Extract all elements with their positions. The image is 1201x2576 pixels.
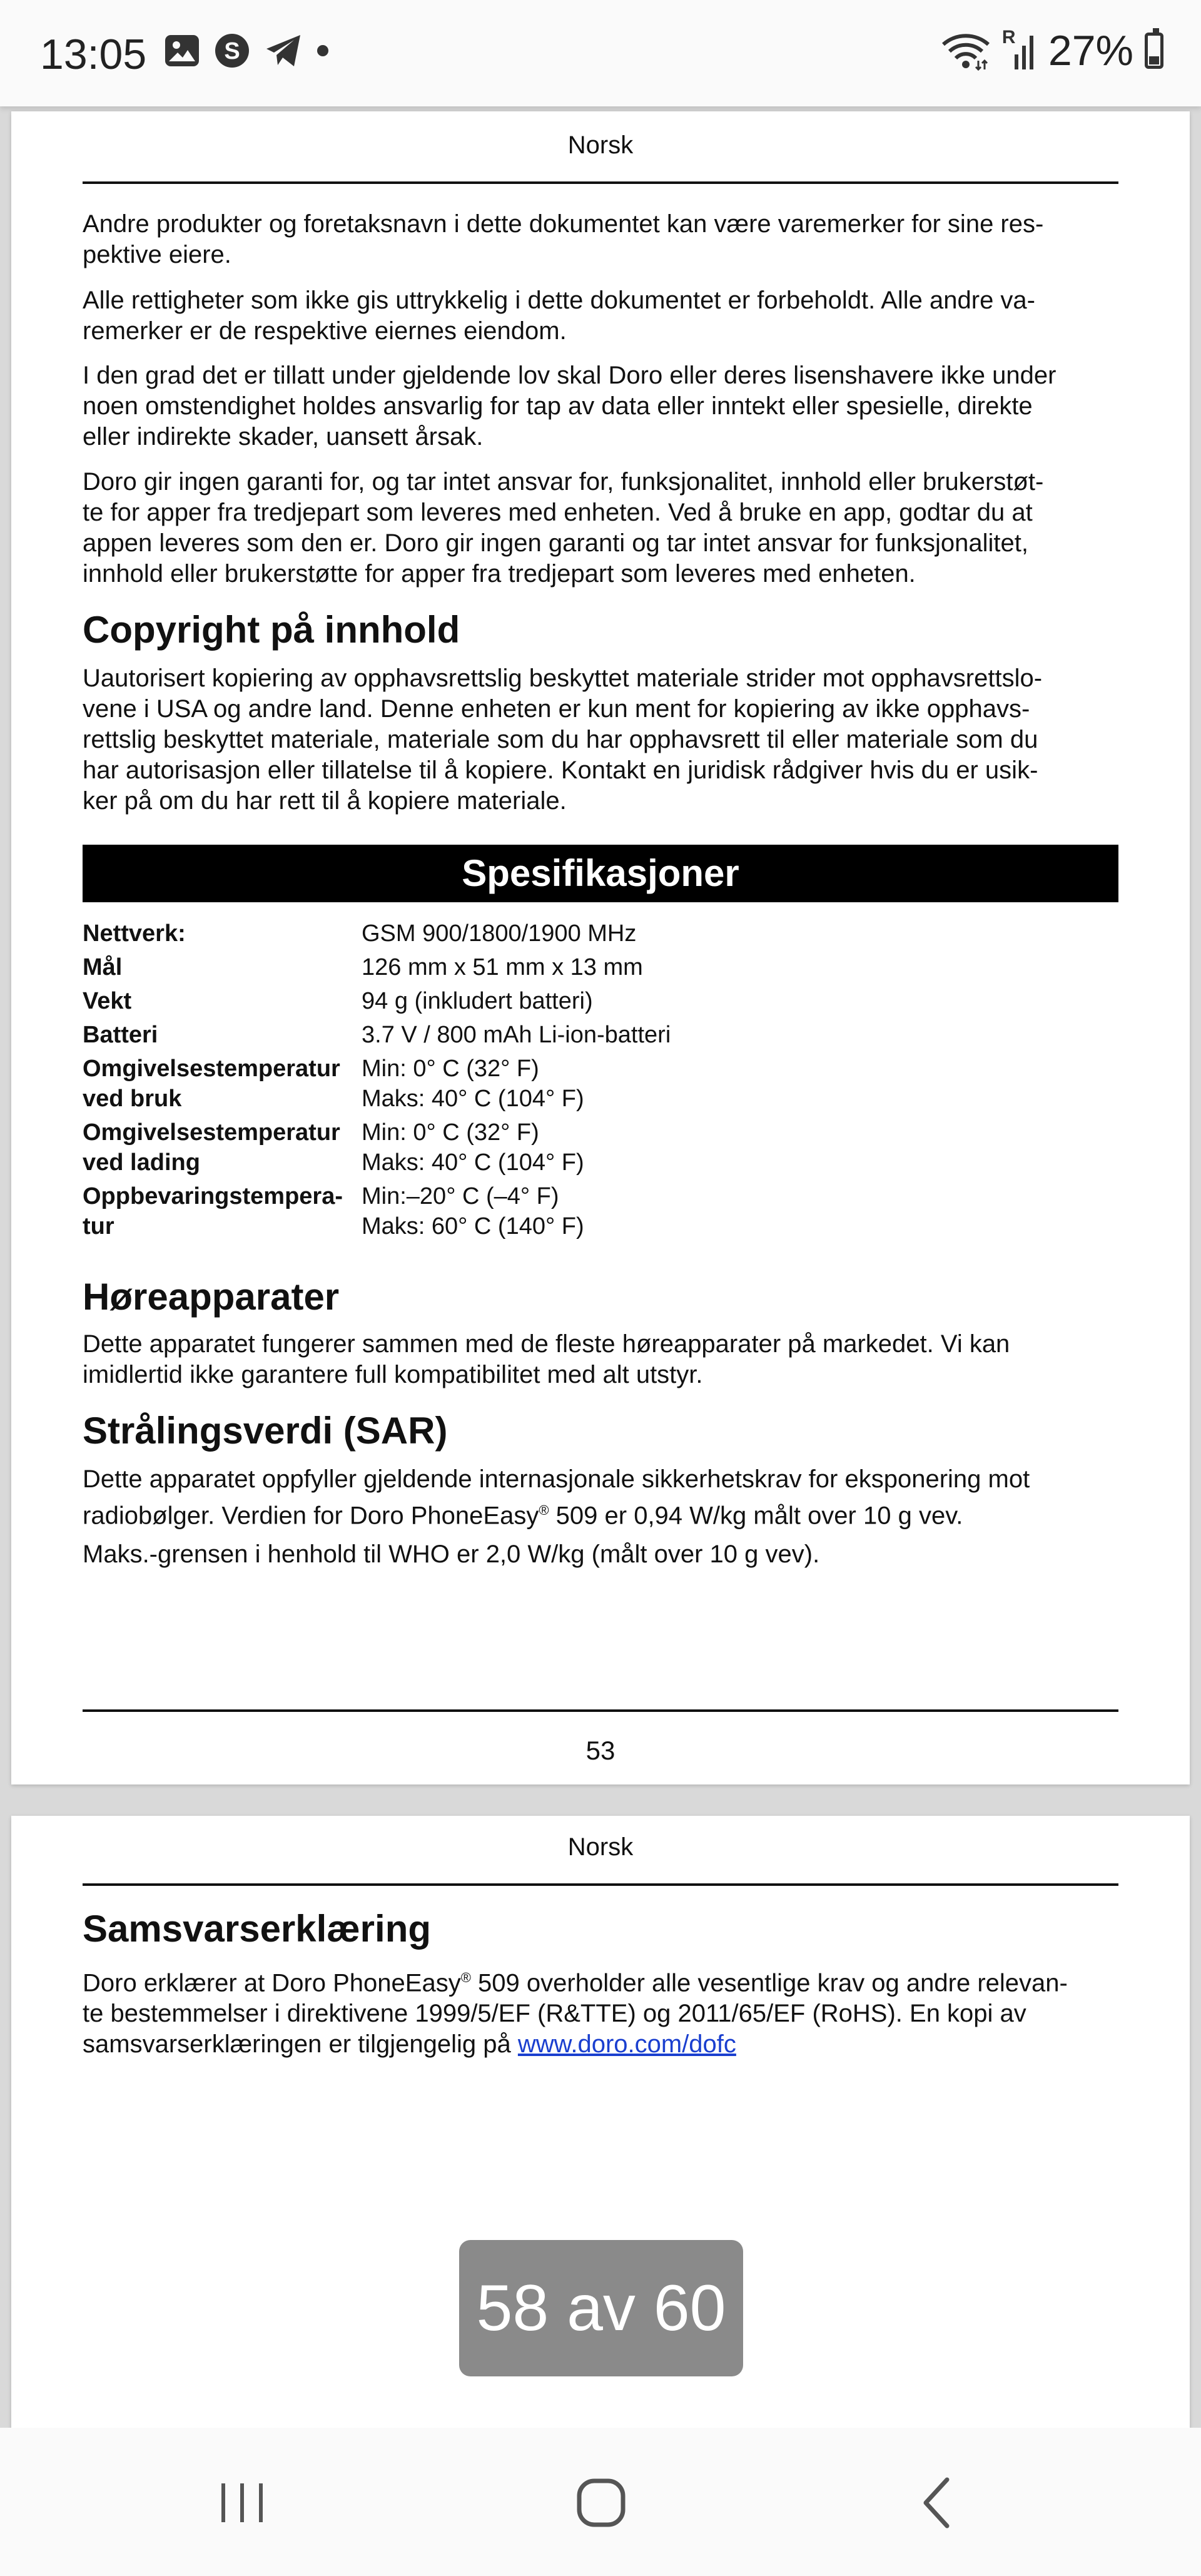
status-bar (0, 0, 1201, 106)
document-page-53 (11, 111, 1190, 1784)
spec-row (83, 1117, 1118, 1178)
footer-rule (83, 1709, 1118, 1712)
dot-icon (317, 44, 329, 57)
header-rule (83, 1883, 1118, 1886)
recent-apps-icon (214, 2475, 270, 2531)
image-icon (164, 33, 200, 69)
spec-label: Omgivelsestemperatur ved lading (83, 1119, 340, 1176)
sar-text-part1: Dette apparatet oppfyller gjeldende internasjonale sikkerhetskrav for eksponering mot radiobølger. Verdien for Doro PhoneEasy (83, 1465, 1030, 1530)
telegram-icon (264, 33, 303, 69)
spec-label: Omgivelsestemperatur ved bruk (83, 1056, 340, 1112)
battery-icon (1145, 33, 1163, 69)
navigation-bar (0, 2428, 1201, 2576)
sar-text (83, 1464, 1118, 1531)
system-status (941, 26, 1163, 75)
paragraph-trademarks: Andre produkter og foretaksnavn i dette dokumentet kan være varemerker for sine res- pektive eiere. (83, 210, 1044, 268)
page-header: Norsk (567, 131, 634, 159)
header-rule (83, 181, 1118, 184)
spec-label: Nettverk: (83, 920, 186, 947)
spec-row (83, 1020, 1118, 1050)
spec-label: Vekt (83, 988, 132, 1014)
spec-value: 94 g (inkludert batteri) (362, 988, 593, 1014)
page-header: Norsk (567, 1833, 634, 1861)
signal-icon (1002, 31, 1037, 71)
conformity-heading: Samsvarserklæring (83, 1908, 431, 1950)
paragraph-third-party: Doro gir ingen garanti for, og tar intet ansvar for, funksjonalitet, innhold eller brukerstøt- te for apper fra tredjepart som leveres med enheten. Ved å bruke en app, godtar du at appen leveres som den er. Doro gir ingen garanti og tar intet ansvar for funksjonalitet, innhold eller brukerstøtte for apper fra tredjepart som leveres med enheten. (83, 468, 1044, 588)
spec-row (83, 919, 1118, 949)
sar-text-part2: 509 er 0,94 W/kg målt over 10 g vev. (549, 1502, 963, 1530)
page-indicator: 58 av 60 (459, 2240, 743, 2376)
spec-row (83, 1054, 1118, 1114)
copyright-text: Uautorisert kopiering av opphavsrettslig beskyttet materiale strider mot opphavsrettslo- vene i USA og andre land. Denne enheten er kun ment for kopiering av ikke opphavs- rettslig beskyttet materiale, materiale som du har opphavsrett til eller materiale som du har autorisasjon eller tillatelse til å kopiere. Kontakt en juridisk rådgiver hvis du er usik- ker på om du har rett til å kopiere materiale. (83, 664, 1043, 815)
back-button[interactable] (892, 2465, 986, 2540)
copyright-heading: Copyright på innhold (83, 609, 460, 651)
hearing-heading: Høreapparater (83, 1276, 340, 1318)
back-icon (911, 2475, 967, 2531)
doro-dofc-link[interactable]: www.doro.com/dofc (517, 2030, 736, 2059)
spec-label: Oppbevaringstempera- tur (83, 1183, 343, 1240)
spec-value: Min: 0° C (32° F) Maks: 40° C (104° F) (362, 1119, 584, 1176)
status-time: 13:05 (40, 31, 147, 78)
svg-text:S: S (224, 38, 240, 64)
page-number: 53 (585, 1736, 616, 1765)
skype-icon (214, 33, 250, 69)
spec-value: Min:–20° C (–4° F) Maks: 60° C (140° F) (362, 1183, 584, 1240)
spec-label: Batteri (83, 1022, 158, 1048)
wifi-icon (941, 31, 991, 71)
registered-mark: ® (460, 1970, 471, 1985)
sar-heading: Strålingsverdi (SAR) (83, 1410, 448, 1452)
conformity-text (83, 1962, 1118, 2060)
paragraph-rights: Alle rettigheter som ikke gis uttrykkelig i dette dokumentet er forbeholdt. Alle andre va- remerker er de respektive eiernes eiendom. (83, 287, 1035, 345)
spec-value: 126 mm x 51 mm x 13 mm (362, 954, 643, 980)
conformity-text-part1: Doro erklærer at Doro PhoneEasy (83, 1969, 461, 1997)
home-button[interactable] (554, 2465, 648, 2540)
roaming-label: R (1001, 27, 1016, 48)
hearing-text: Dette apparatet fungerer sammen med de fleste høreapparater på markedet. Vi kan imidlertid ikke garantere full kompatibilitet med alt utstyr. (83, 1330, 1010, 1388)
battery-percent: 27% (1048, 27, 1133, 74)
paragraph-liability: I den grad det er tillatt under gjeldende lov skal Doro eller deres lisenshavere ikke under noen omstendighet holdes ansvarlig for tap av data eller inntekt eller spesielle, direkte eller indirekte skader, uansett årsak. (83, 362, 1057, 451)
spec-label: Mål (83, 954, 123, 980)
spec-row (83, 1181, 1118, 1241)
spec-value: GSM 900/1800/1900 MHz (362, 920, 637, 947)
spec-row (83, 986, 1118, 1016)
sar-limit-text: Maks.-grensen i henhold til WHO er 2,0 W/kg (målt over 10 g vev). (83, 1540, 820, 1568)
spec-title-bar: Spesifikasjoner (83, 845, 1118, 902)
spec-row (83, 952, 1118, 982)
notification-icons (164, 33, 329, 69)
spec-table (83, 919, 1118, 1245)
conformity-text-part2: 509 overholder alle vesentlige krav og andre relevan- te bestemmelser i direktivene 1999/5/EF (R&TTE) og 2011/65/EF (RoHS). En kopi av samsvarserklæringen er tilgjengelig på (83, 1969, 1068, 2059)
spec-value: 3.7 V / 800 mAh Li-ion-batteri (362, 1022, 671, 1048)
spec-value: Min: 0° C (32° F) Maks: 40° C (104° F) (362, 1056, 584, 1112)
signal-indicator (1001, 27, 1037, 71)
home-icon (573, 2475, 629, 2531)
registered-mark: ® (539, 1502, 549, 1518)
recent-apps-button[interactable] (195, 2465, 289, 2540)
